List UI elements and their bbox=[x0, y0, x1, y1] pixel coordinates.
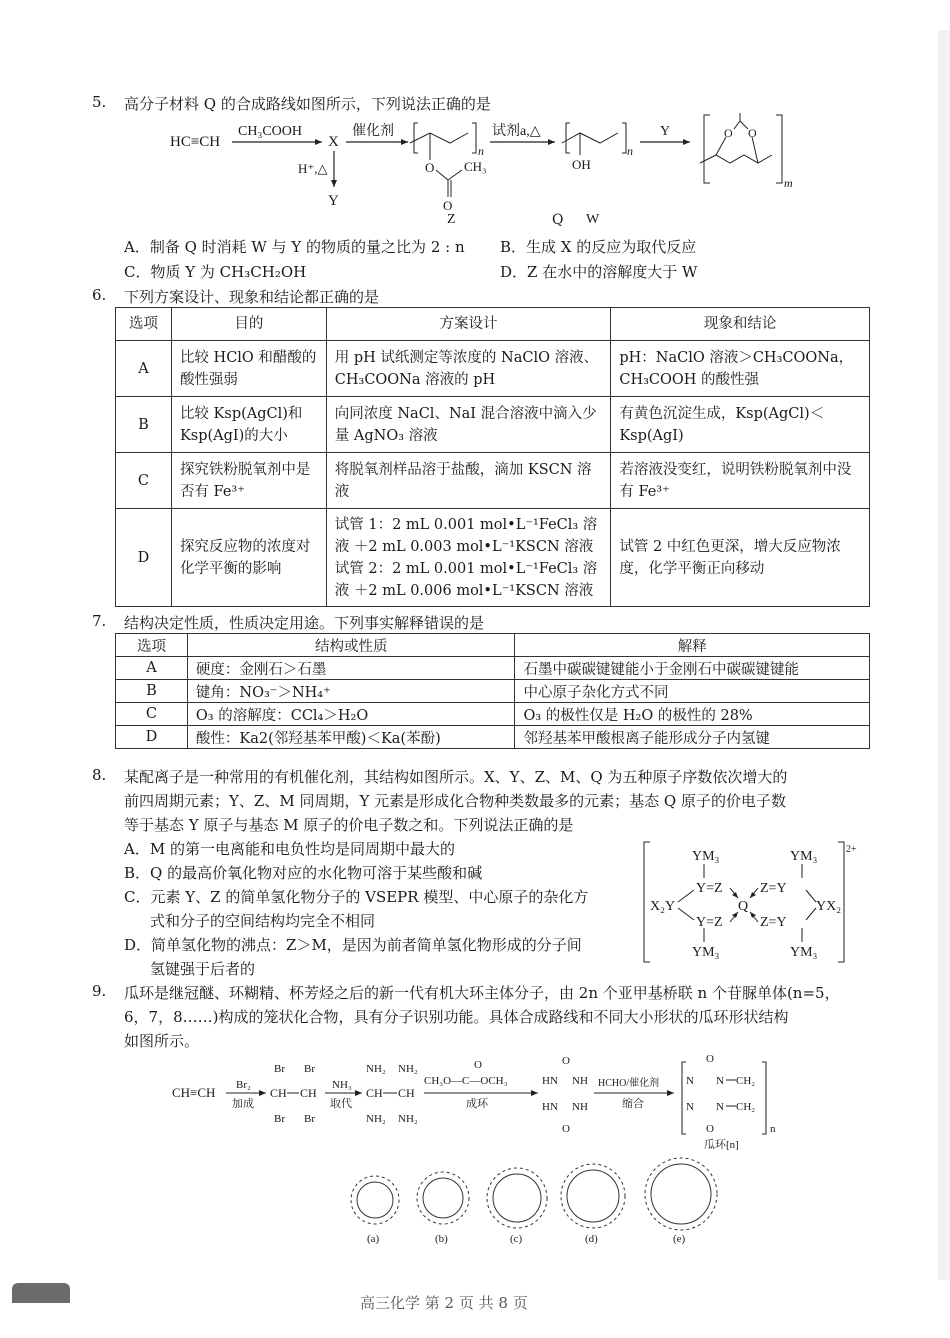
svg-text:O: O bbox=[724, 126, 733, 140]
svg-text:Br: Br bbox=[274, 1063, 285, 1075]
q6-number: 6. bbox=[92, 286, 107, 304]
svg-text:(e): (e) bbox=[673, 1233, 686, 1245]
q6-header-aim: 目的 bbox=[171, 308, 326, 341]
q5-reagent-y: Y bbox=[660, 124, 671, 139]
svg-text:NH₂: NH₂ bbox=[366, 1063, 386, 1075]
svg-text:N: N bbox=[716, 1075, 724, 1087]
svg-text:n: n bbox=[770, 1123, 776, 1135]
q5-label-w: W bbox=[586, 212, 600, 227]
q9-synthesis-scheme bbox=[170, 1052, 790, 1152]
q5-reaction-scheme bbox=[160, 115, 793, 235]
svg-text:O: O bbox=[562, 1055, 570, 1067]
q5-stem: 高分子材料 Q 的合成路线如图所示，下列说法正确的是 bbox=[124, 95, 491, 113]
q7-stem: 结构决定性质，性质决定用途。下列事实解释错误的是 bbox=[124, 614, 485, 632]
table-row: C 探究铁粉脱氧剂中是否有 Fe³⁺ 将脱氧剂样品溶于盐酸，滴加 KSCN 溶液 若溶液没变红，说明铁粉脱氧剂中没有 Fe³⁺ bbox=[116, 453, 870, 509]
q5-option-d: D．Z 在水中的溶解度大于 W bbox=[500, 263, 698, 281]
q5-label-q: Q bbox=[552, 212, 564, 228]
svg-text:n: n bbox=[627, 144, 633, 158]
svg-text:NH: NH bbox=[572, 1075, 588, 1087]
svg-text:N: N bbox=[716, 1101, 724, 1113]
svg-text:O: O bbox=[562, 1123, 570, 1135]
table-row: B 比较 Ksp(AgCl)和 Ksp(AgI)的大小 向同浓度 NaCl、NaI 混合溶液中滴入少量 AgNO₃ 溶液 有黄色沉淀生成，Ksp(AgCl)＜Ksp(AgI) bbox=[116, 397, 870, 453]
q8-number: 8. bbox=[92, 766, 107, 784]
svg-text:YX₂: YX₂ bbox=[816, 899, 842, 914]
svg-text:成环: 成环 bbox=[466, 1098, 488, 1110]
q8-option-c1: C．元素 Y、Z 的简单氢化物分子的 VSEPR 模型、中心原子的杂化方 bbox=[124, 888, 589, 906]
table-row: A 比较 HClO 和醋酸的酸性强弱 用 pH 试纸测定等浓度的 NaClO 溶液、CH₃COONa 溶液的 pH pH：NaClO 溶液＞CH₃COONa，CH₃COOH 的酸性强 bbox=[116, 341, 870, 397]
table-row: D 探究反应物的浓度对化学平衡的影响 试管 1：2 mL 0.001 mol•L⁻¹FeCl₃ 溶液 ＋2 mL 0.003 mol•L⁻¹KSCN 溶液 试管 2：2 mL 0.001 mol•L⁻¹FeCl₃ 溶液 ＋2 mL 0.006 mol•L⁻¹KSCN 溶液 试管 2 中红色更深，增大反应物浓度，化学平衡正向移动 bbox=[116, 509, 870, 607]
q5-option-a: A．制备 Q 时消耗 W 与 Y 的物质的量之比为 2 : n bbox=[124, 238, 465, 256]
q6-header-design: 方案设计 bbox=[326, 308, 611, 341]
svg-text:CH₃O—C—OCH₃: CH₃O—C—OCH₃ bbox=[424, 1075, 508, 1087]
q6-header-option: 选项 bbox=[116, 308, 172, 341]
svg-text:Br: Br bbox=[274, 1113, 285, 1125]
ring-a bbox=[351, 1176, 399, 1245]
svg-text:NH₂: NH₂ bbox=[366, 1113, 386, 1125]
ring-c bbox=[487, 1168, 547, 1245]
table-row: B 键角：NO₃⁻＞NH₄⁺ 中心原子杂化方式不同 bbox=[116, 680, 870, 703]
q6-header-result: 现象和结论 bbox=[611, 308, 870, 341]
q5-reagent-acetic-acid: CH₃COOH bbox=[238, 124, 302, 139]
table-row: C O₃ 的溶解度：CCl₄＞H₂O O₃ 的极性仅是 H₂O 的极性的 28% bbox=[116, 703, 870, 726]
q5-catalyst: 催化剂 bbox=[352, 124, 394, 139]
svg-text:取代: 取代 bbox=[330, 1098, 352, 1110]
svg-text:O: O bbox=[706, 1123, 714, 1135]
svg-text:O: O bbox=[474, 1059, 482, 1071]
svg-text:2+: 2+ bbox=[846, 844, 857, 855]
q5-structure-z bbox=[410, 123, 487, 227]
q6-table bbox=[115, 307, 870, 607]
svg-text:Br: Br bbox=[304, 1113, 315, 1125]
svg-text:(c): (c) bbox=[510, 1233, 523, 1245]
page-footer: 高三化学 第 2 页 共 8 页 bbox=[360, 1294, 528, 1312]
q8-stem-line3: 等于基态 Y 原子与基态 M 原子的价电子数之和。下列说法正确的是 bbox=[124, 816, 574, 834]
svg-text:CH: CH bbox=[398, 1086, 415, 1100]
svg-text:(b): (b) bbox=[435, 1233, 448, 1245]
svg-text:Z=Y: Z=Y bbox=[760, 881, 787, 896]
q9-stem-line1: 瓜环是继冠醚、环糊精、杯芳烃之后的新一代有机大环主体分子，由 2n 个亚甲基桥联 n 个苷脲单体(n=5， bbox=[124, 984, 840, 1002]
svg-text:CH≡CH: CH≡CH bbox=[172, 1085, 216, 1100]
svg-text:O: O bbox=[443, 198, 453, 213]
svg-text:Br: Br bbox=[304, 1063, 315, 1075]
svg-text:HN: HN bbox=[542, 1075, 558, 1087]
q5-structure-q bbox=[700, 113, 793, 190]
svg-text:O: O bbox=[425, 160, 435, 175]
q5-label-y: Y bbox=[328, 193, 339, 209]
svg-text:CH: CH bbox=[366, 1086, 383, 1100]
svg-text:O: O bbox=[748, 126, 757, 140]
svg-text:OH: OH bbox=[572, 157, 591, 172]
q5-option-c: C．物质 Y 为 CH₃CH₂OH bbox=[124, 263, 307, 281]
q5-label-z: Z bbox=[447, 212, 456, 227]
svg-text:YM₃: YM₃ bbox=[790, 849, 818, 864]
q5-reagent-a: 试剂a,△ bbox=[492, 124, 541, 139]
svg-text:X₂Y: X₂Y bbox=[650, 899, 676, 914]
q9-stem-line3: 如图所示。 bbox=[124, 1032, 200, 1050]
ring-b bbox=[417, 1172, 469, 1245]
svg-text:NH: NH bbox=[572, 1101, 588, 1113]
svg-text:m: m bbox=[784, 176, 793, 190]
q6-stem: 下列方案设计、现象和结论都正确的是 bbox=[124, 288, 380, 306]
q9-stem-line2: 6，7，8……)构成的笼状化合物，具有分子识别功能。具体合成路线和不同大小形状的瓜环形状结构 bbox=[124, 1008, 789, 1026]
svg-text:Z=Y: Z=Y bbox=[760, 915, 787, 930]
ring-d bbox=[561, 1164, 625, 1245]
q7-number: 7. bbox=[92, 612, 107, 630]
svg-text:缩合: 缩合 bbox=[622, 1098, 644, 1110]
ring-e bbox=[645, 1158, 717, 1245]
q9-number: 9. bbox=[92, 982, 107, 1000]
q7-header-property: 结构或性质 bbox=[187, 634, 515, 657]
svg-text:瓜环[n]: 瓜环[n] bbox=[704, 1139, 739, 1151]
svg-text:n: n bbox=[478, 144, 484, 158]
table-row: D 酸性：Ka2(邻羟基苯甲酸)＜Ka(苯酚) 邻羟基苯甲酸根离子能形成分子内氢键 bbox=[116, 726, 870, 749]
q8-option-a: A．M 的第一电离能和电负性均是同周期中最大的 bbox=[124, 840, 455, 858]
svg-text:Y=Z: Y=Z bbox=[696, 915, 723, 930]
q7-table bbox=[115, 633, 870, 749]
svg-text:YM₃: YM₃ bbox=[692, 945, 720, 960]
q7-header-explanation: 解释 bbox=[515, 634, 870, 657]
q7-header-option: 选项 bbox=[116, 634, 188, 657]
svg-text:加成: 加成 bbox=[232, 1098, 254, 1110]
svg-text:Y=Z: Y=Z bbox=[696, 881, 723, 896]
page-corner-tab bbox=[12, 1283, 70, 1303]
q5-label-x: X bbox=[328, 134, 339, 150]
q8-stem-line2: 前四周期元素；Y、Z、M 同周期，Y 元素是形成化合物种类数最多的元素；基态 Q 原子的价电子数 bbox=[124, 792, 786, 810]
svg-text:CH: CH bbox=[270, 1086, 287, 1100]
q5-number: 5. bbox=[92, 93, 107, 111]
q5-option-b: B．生成 X 的反应为取代反应 bbox=[500, 238, 697, 256]
svg-text:CH: CH bbox=[300, 1086, 317, 1100]
svg-text:(d): (d) bbox=[585, 1233, 598, 1245]
svg-text:(a): (a) bbox=[367, 1233, 380, 1245]
q5-structure-w bbox=[562, 123, 633, 227]
svg-text:HCHO/催化剂: HCHO/催化剂 bbox=[598, 1078, 660, 1089]
svg-text:O: O bbox=[706, 1053, 714, 1065]
q5-acid-heat: H⁺,△ bbox=[298, 161, 328, 176]
q9-cucurbituril-rings bbox=[345, 1150, 725, 1250]
scan-edge bbox=[938, 30, 950, 1280]
q5-acetylene: HC≡CH bbox=[170, 134, 221, 150]
svg-text:NH₂: NH₂ bbox=[398, 1113, 418, 1125]
svg-text:CH₂: CH₂ bbox=[736, 1101, 756, 1113]
table-row: A 硬度：金刚石＞石墨 石墨中碳碳键键能小于金刚石中碳碳键键能 bbox=[116, 657, 870, 680]
q8-stem-line1: 某配离子是一种常用的有机催化剂，其结构如图所示。X、Y、Z、M、Q 为五种原子序数依次增大的 bbox=[124, 768, 788, 786]
svg-text:CH₂: CH₂ bbox=[736, 1075, 756, 1087]
svg-text:N: N bbox=[686, 1101, 694, 1113]
q8-option-d1: D．简单氢化物的沸点：Z＞M，是因为前者简单氢化物形成的分子间 bbox=[124, 936, 582, 954]
svg-text:Br₂: Br₂ bbox=[236, 1079, 251, 1091]
q8-option-d2: 氢键强于后者的 bbox=[150, 960, 256, 978]
q8-option-b: B．Q 的最高价氧化物对应的水化物可溶于某些酸和碱 bbox=[124, 864, 483, 882]
svg-text:Q: Q bbox=[738, 899, 749, 914]
q8-complex-structure bbox=[640, 838, 870, 968]
svg-text:CH₃: CH₃ bbox=[464, 159, 487, 174]
svg-text:HN: HN bbox=[542, 1101, 558, 1113]
svg-text:NH₂: NH₂ bbox=[398, 1063, 418, 1075]
q8-option-c2: 式和分子的空间结构均完全不相同 bbox=[150, 912, 376, 930]
svg-text:NH₃: NH₃ bbox=[332, 1079, 352, 1091]
svg-text:YM₃: YM₃ bbox=[692, 849, 720, 864]
svg-text:N: N bbox=[686, 1075, 694, 1087]
svg-text:YM₃: YM₃ bbox=[790, 945, 818, 960]
